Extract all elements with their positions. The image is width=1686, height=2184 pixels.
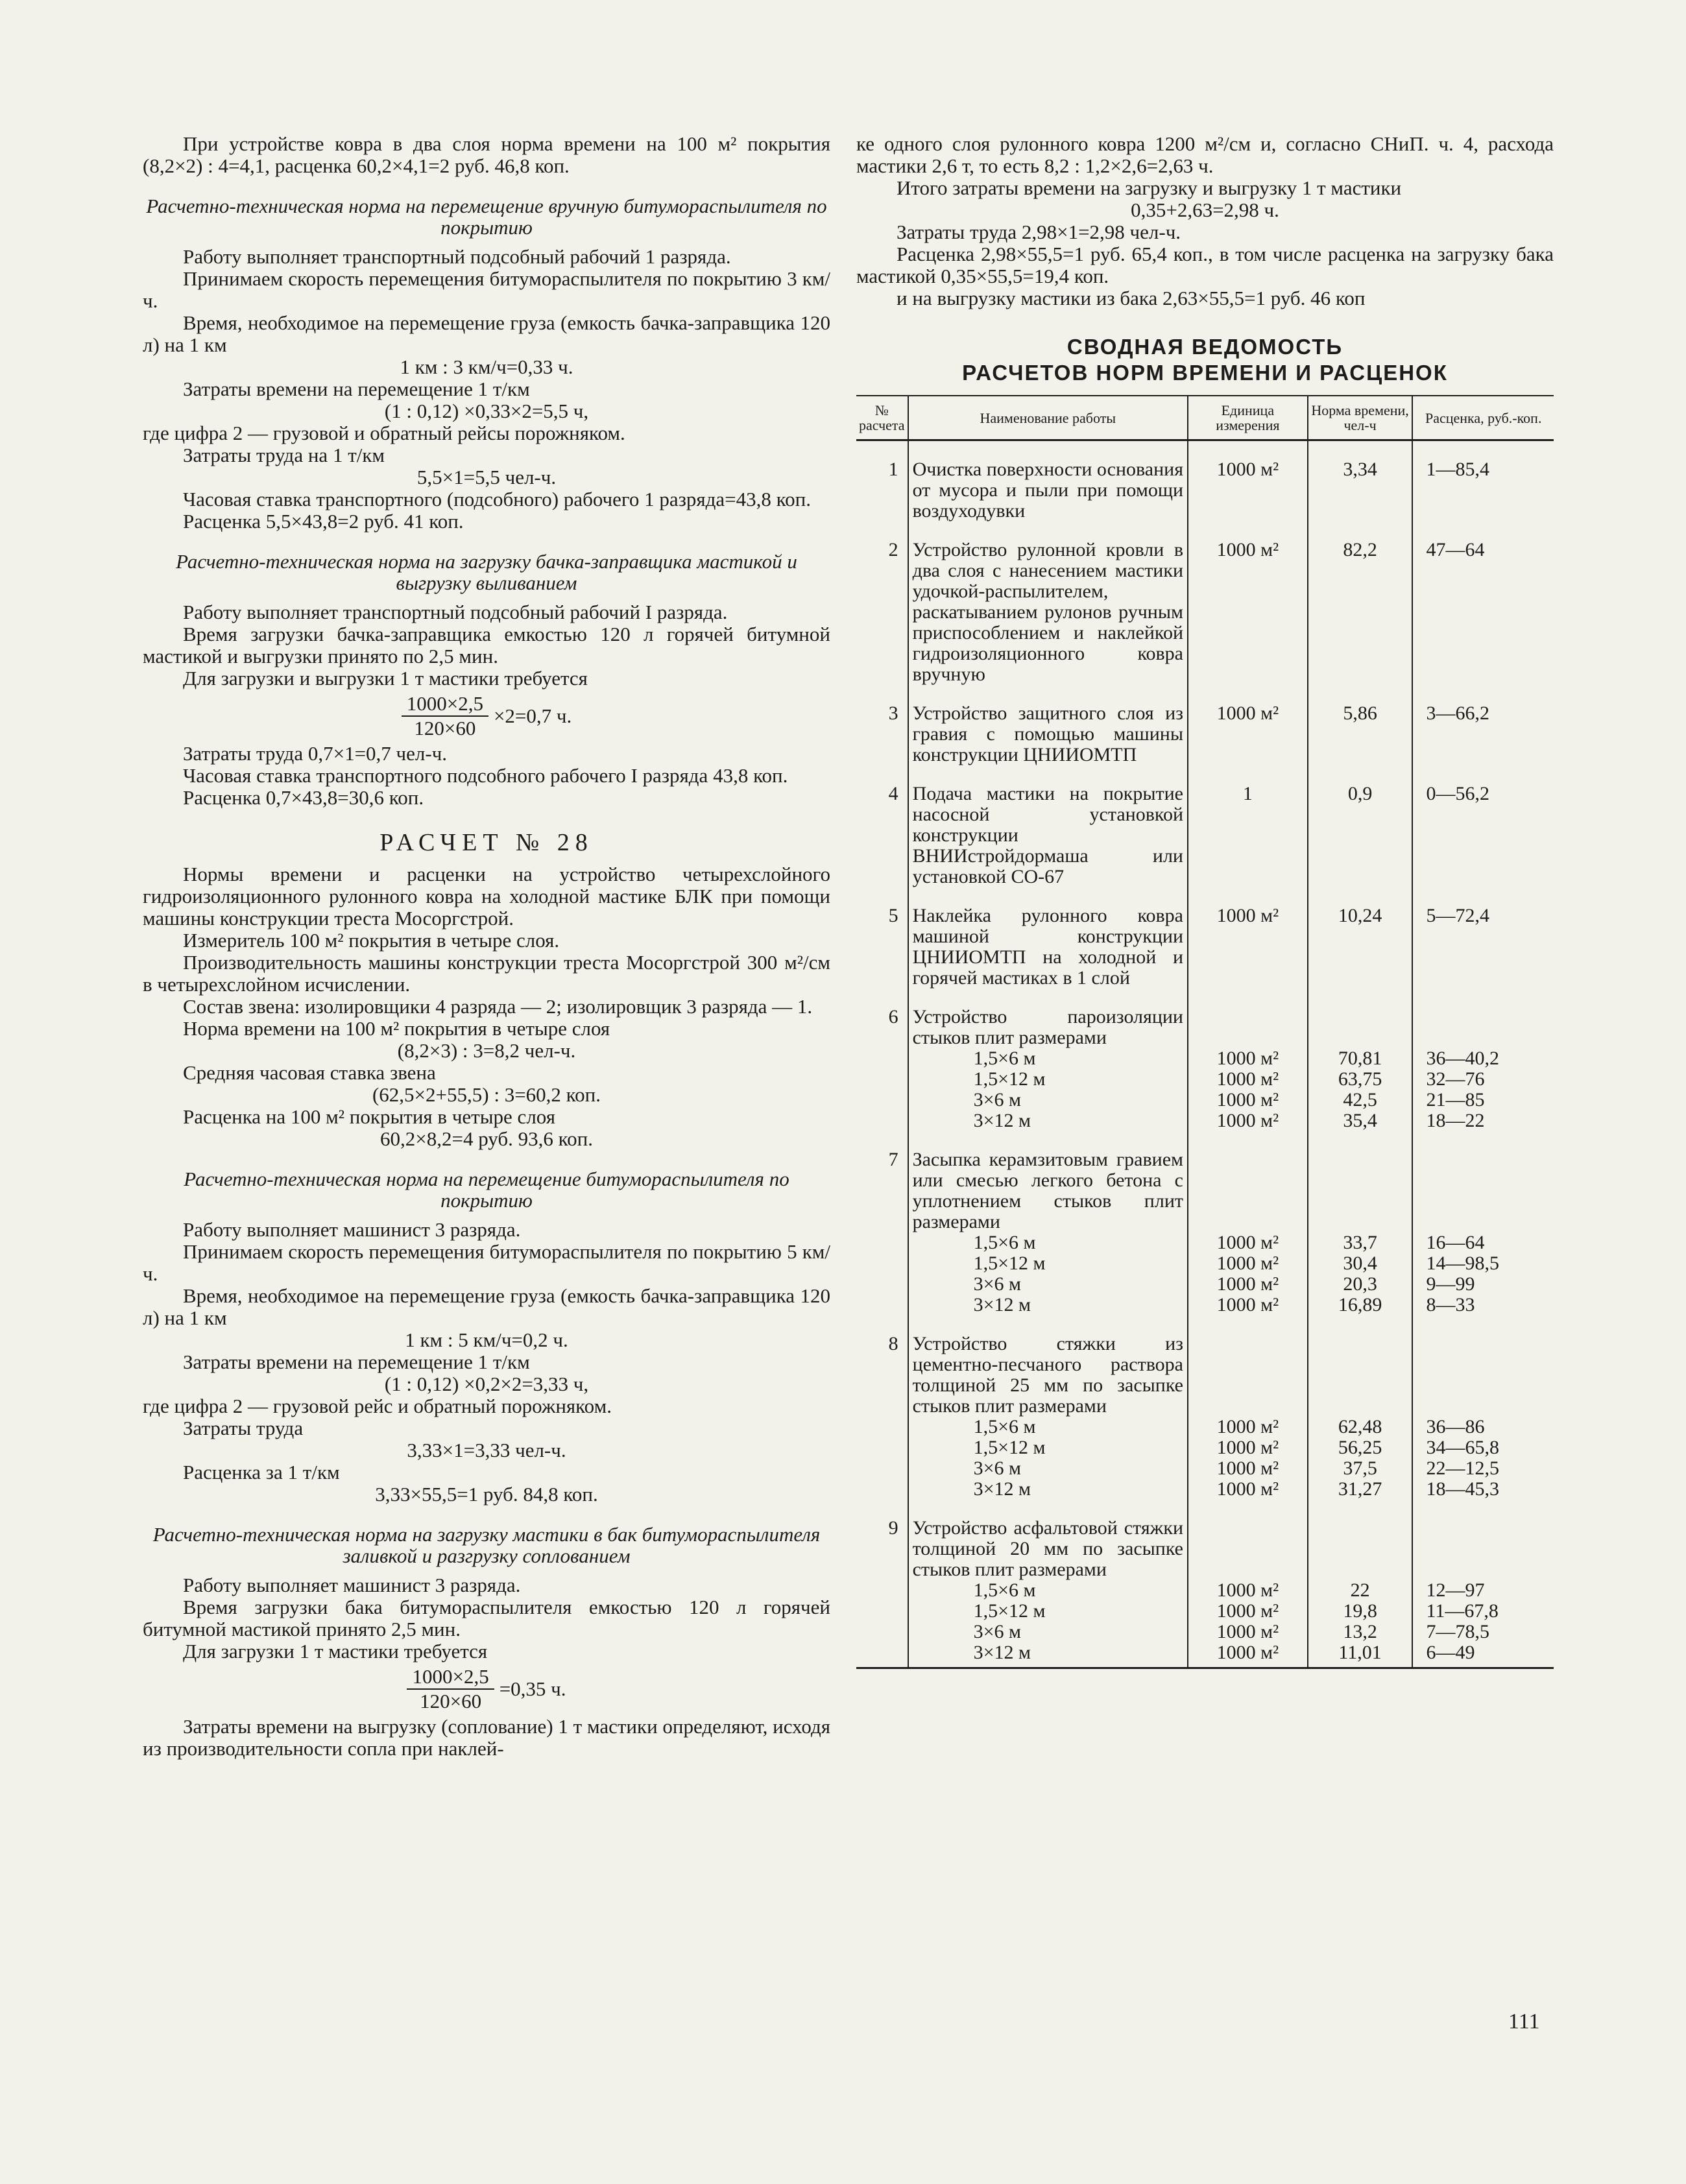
row-size: 1,5×12 м bbox=[908, 1437, 1188, 1458]
paragraph: Работу выполняет транспортный подсобный рабочий 1 разряда. bbox=[183, 245, 731, 268]
formula-line: (62,5×2+55,5) : 3=60,2 коп. bbox=[372, 1083, 601, 1106]
row-name: Подача мастики на покрытие насосной установкой конструкции ВНИИстройдормаша или установкой СО-67 bbox=[908, 765, 1188, 887]
row-price: 0—56,2 bbox=[1426, 783, 1489, 804]
row-unit: 1 bbox=[1188, 765, 1308, 887]
row-unit: 1000 м² bbox=[1188, 1642, 1308, 1668]
row-price: 32—76 bbox=[1426, 1068, 1485, 1090]
row-unit: 1000 м² bbox=[1188, 1048, 1308, 1069]
table-subrow bbox=[856, 1274, 1554, 1295]
fraction bbox=[407, 1665, 494, 1713]
row-unit: 1000 м² bbox=[1188, 1458, 1308, 1479]
row-norm: 20,3 bbox=[1308, 1274, 1413, 1295]
row-price: 1—85,4 bbox=[1426, 459, 1489, 480]
row-unit: 1000 м² bbox=[1188, 1069, 1308, 1090]
table-subrow bbox=[856, 1458, 1554, 1479]
row-number: 5 bbox=[856, 887, 908, 989]
row-unit bbox=[1188, 1500, 1308, 1580]
row-size: 3×12 м bbox=[908, 1642, 1188, 1668]
row-number: 6 bbox=[856, 989, 908, 1048]
header-norm: Норма времени, чел-ч bbox=[1308, 396, 1413, 440]
table-row bbox=[856, 1500, 1554, 1580]
header-name: Наименование работы bbox=[908, 396, 1188, 440]
paragraph: Время загрузки бачка-заправщика емкостью 120 л горячей битумной мастикой и выгрузки принято по 2,5 мин. bbox=[143, 623, 830, 667]
table-subrow bbox=[856, 1622, 1554, 1642]
fraction-formula bbox=[143, 1665, 830, 1713]
row-number bbox=[856, 1090, 908, 1110]
row-unit: 1000 м² bbox=[1188, 1110, 1308, 1131]
row-number bbox=[856, 1642, 908, 1668]
row-norm: 22 bbox=[1308, 1580, 1413, 1601]
table-subrow bbox=[856, 1048, 1554, 1069]
row-norm: 33,7 bbox=[1308, 1232, 1413, 1253]
summary-title bbox=[856, 334, 1554, 386]
left-column bbox=[143, 133, 830, 1760]
table-subrow bbox=[856, 1437, 1554, 1458]
row-unit: 1000 м² bbox=[1188, 1437, 1308, 1458]
formula-line: (1 : 0,12) ×0,33×2=5,5 ч, bbox=[384, 400, 589, 422]
section-title: Расчетно-техническая норма на загрузку мастики в бак битумораспылителя заливкой и разгрузку сопловaнием bbox=[152, 1523, 821, 1567]
row-number bbox=[856, 1295, 908, 1315]
row-unit: 1000 м² bbox=[1188, 685, 1308, 765]
table-subrow bbox=[856, 1110, 1554, 1131]
table-subrow bbox=[856, 1601, 1554, 1622]
row-name: Устройство асфальтовой стяжки толщиной 20 мм по засыпке стыков плит размерами bbox=[908, 1500, 1188, 1580]
section-title: Расчетно-техническая норма на загрузку бачка-заправщика мастикой и выгрузку выливанием bbox=[176, 550, 797, 594]
paragraph: Нормы времени и расценки на устройство четырехслойного гидроизоляционного рулонного ковра на холодной мастике БЛК при помощи машины конструкции треста Мосоргстрой. bbox=[143, 863, 830, 930]
paragraph: Затраты времени на перемещение 1 т/км bbox=[183, 1350, 530, 1373]
paragraph: и на выгрузку мастики из бака 2,63×55,5=1 руб. 46 коп bbox=[897, 287, 1366, 309]
row-price: 16—64 bbox=[1426, 1232, 1485, 1253]
row-price: 11—67,8 bbox=[1426, 1600, 1499, 1622]
paragraph: Работу выполняет машинист 3 разряда. bbox=[183, 1218, 521, 1241]
row-unit: 1000 м² bbox=[1188, 1580, 1308, 1601]
row-price: 3—66,2 bbox=[1426, 702, 1489, 724]
row-size: 1,5×12 м bbox=[908, 1069, 1188, 1090]
paragraph: Затраты труда bbox=[183, 1417, 304, 1439]
denominator: 120×60 bbox=[414, 717, 476, 739]
row-price: 9—99 bbox=[1426, 1273, 1475, 1295]
row-unit: 1000 м² bbox=[1188, 1479, 1308, 1500]
paragraph: Норма времени на 100 м² покрытия в четыре слоя bbox=[183, 1017, 610, 1040]
row-norm: 31,27 bbox=[1308, 1479, 1413, 1500]
table-header-row bbox=[856, 396, 1554, 440]
table-subrow bbox=[856, 1253, 1554, 1274]
row-norm: 5,86 bbox=[1308, 685, 1413, 765]
row-size: 1,5×6 м bbox=[908, 1580, 1188, 1601]
row-norm: 10,24 bbox=[1308, 887, 1413, 989]
row-size: 3×6 м bbox=[908, 1458, 1188, 1479]
paragraph: Расценка за 1 т/км bbox=[183, 1461, 340, 1483]
row-size: 1,5×12 м bbox=[908, 1601, 1188, 1622]
table-row bbox=[856, 522, 1554, 685]
paragraph: Для загрузки 1 т мастики требуется bbox=[183, 1640, 488, 1662]
table-row bbox=[856, 685, 1554, 765]
paragraph: Часовая ставка транспортного (подсобного) рабочего 1 разряда=43,8 коп. bbox=[183, 488, 811, 510]
row-price bbox=[1412, 1131, 1554, 1232]
paragraph: Время, необходимое на перемещение груза (емкость бачка-заправщика 120 л) на 1 км bbox=[143, 311, 830, 356]
paragraph: Измеритель 100 м² покрытия в четыре слоя. bbox=[183, 929, 560, 952]
table-row bbox=[856, 765, 1554, 887]
page-number: 111 bbox=[1508, 2010, 1540, 2034]
numerator: 1000×2,5 bbox=[407, 1665, 494, 1690]
row-norm: 42,5 bbox=[1308, 1090, 1413, 1110]
row-number bbox=[856, 1601, 908, 1622]
paragraph: Расценка 5,5×43,8=2 руб. 41 коп. bbox=[183, 510, 464, 533]
row-price: 14—98,5 bbox=[1426, 1253, 1499, 1274]
row-unit bbox=[1188, 1315, 1308, 1417]
row-number bbox=[856, 1274, 908, 1295]
table-row bbox=[856, 1315, 1554, 1417]
row-number bbox=[856, 1048, 908, 1069]
row-price: 34—65,8 bbox=[1426, 1437, 1499, 1458]
row-unit: 1000 м² bbox=[1188, 522, 1308, 685]
formula-line: 1 км : 5 км/ч=0,2 ч. bbox=[405, 1328, 568, 1351]
row-norm: 19,8 bbox=[1308, 1601, 1413, 1622]
table-subrow bbox=[856, 1479, 1554, 1500]
row-size: 3×12 м bbox=[908, 1295, 1188, 1315]
row-price: 6—49 bbox=[1426, 1642, 1475, 1663]
row-unit: 1000 м² bbox=[1188, 887, 1308, 989]
row-norm: 37,5 bbox=[1308, 1458, 1413, 1479]
row-unit: 1000 м² bbox=[1188, 1274, 1308, 1295]
paragraph: Затраты труда на 1 т/км bbox=[183, 444, 385, 466]
row-price: 7—78,5 bbox=[1426, 1621, 1489, 1642]
row-price: 5—72,4 bbox=[1426, 905, 1489, 926]
paragraph: Для загрузки и выгрузки 1 т мастики требуется bbox=[183, 667, 588, 690]
row-price: 21—85 bbox=[1426, 1089, 1485, 1110]
table-subrow bbox=[856, 1090, 1554, 1110]
row-norm: 16,89 bbox=[1308, 1295, 1413, 1315]
row-price: 18—45,3 bbox=[1426, 1478, 1499, 1500]
row-unit: 1000 м² bbox=[1188, 1090, 1308, 1110]
row-number: 2 bbox=[856, 522, 908, 685]
table-subrow bbox=[856, 1580, 1554, 1601]
formula-result: =0,35 ч. bbox=[499, 1677, 566, 1700]
right-column bbox=[856, 133, 1554, 1669]
row-price: 8—33 bbox=[1426, 1294, 1475, 1315]
paragraph: Расценка 0,7×43,8=30,6 коп. bbox=[183, 786, 424, 809]
row-size: 1,5×6 м bbox=[908, 1048, 1188, 1069]
paragraph: Принимаем скорость перемещения битумораспылителя по покрытию 3 км/ч. bbox=[143, 267, 830, 312]
table-subrow bbox=[856, 1417, 1554, 1437]
formula-line: 60,2×8,2=4 руб. 93,6 коп. bbox=[380, 1127, 593, 1150]
row-norm: 11,01 bbox=[1308, 1642, 1413, 1668]
row-number bbox=[856, 1458, 908, 1479]
formula-line: 3,33×55,5=1 руб. 84,8 коп. bbox=[375, 1483, 598, 1506]
row-price bbox=[1412, 1500, 1554, 1580]
row-size: 3×6 м bbox=[908, 1622, 1188, 1642]
row-unit: 1000 м² bbox=[1188, 1601, 1308, 1622]
row-unit: 1000 м² bbox=[1188, 1295, 1308, 1315]
section-title: Расчетно-техническая норма на перемещение вручную битуморaспылителя по покрытию bbox=[146, 195, 827, 239]
row-norm: 82,2 bbox=[1308, 522, 1413, 685]
row-price: 12—97 bbox=[1426, 1579, 1485, 1601]
formula-line: 1 км : 3 км/ч=0,33 ч. bbox=[400, 355, 573, 378]
paragraph: Затраты времени на перемещение 1 т/км bbox=[183, 378, 530, 400]
row-unit bbox=[1188, 1131, 1308, 1232]
row-unit: 1000 м² bbox=[1188, 1253, 1308, 1274]
paragraph: Состав звена: изолировщики 4 разряда — 2; изолировщик 3 разряда — 1. bbox=[183, 995, 813, 1018]
table-row bbox=[856, 440, 1554, 522]
paragraph: Затраты времени на выгрузку (соплование) 1 т мастики определяют, исходя из производительности сопла при наклей- bbox=[143, 1715, 830, 1760]
row-price: 47—64 bbox=[1426, 539, 1485, 560]
table-row bbox=[856, 1131, 1554, 1232]
row-size: 1,5×6 м bbox=[908, 1232, 1188, 1253]
row-norm: 35,4 bbox=[1308, 1110, 1413, 1131]
paragraph: При устройстве ковра в два слоя норма времени на 100 м² покрытия (8,2×2) : 4=4,1, расценка 60,2×4,1=2 руб. 46,8 коп. bbox=[143, 132, 830, 177]
row-number bbox=[856, 1069, 908, 1090]
paragraph: Время, необходимое на перемещение груза (емкость бачка-заправщика 120 л) на 1 км bbox=[143, 1284, 830, 1329]
row-number: 4 bbox=[856, 765, 908, 887]
row-norm: 0,9 bbox=[1308, 765, 1413, 887]
row-price bbox=[1412, 989, 1554, 1048]
paragraph: Расценка 2,98×55,5=1 руб. 65,4 коп., в том числе расценка на загрузку бака мастикой 0,35×55,5=19,4 коп. bbox=[856, 243, 1554, 287]
fraction-formula bbox=[143, 692, 830, 740]
paragraph: Итого затраты времени на загрузку и выгрузку 1 т мастики bbox=[897, 176, 1402, 199]
row-number bbox=[856, 1417, 908, 1437]
paragraph: где цифра 2 — грузовой рейс и обратный порожняком. bbox=[143, 1395, 612, 1417]
section-title: Расчетно-техническая норма на перемещение битумораспылителя по покрытию bbox=[184, 1168, 789, 1212]
row-number: 8 bbox=[856, 1315, 908, 1417]
denominator: 120×60 bbox=[420, 1690, 482, 1712]
row-name: Устройство стяжки из цементно-песчаного раствора толщиной 25 мм по засыпке стыков плит размерами bbox=[908, 1315, 1188, 1417]
paragraph: Средняя часовая ставка звена bbox=[183, 1061, 436, 1084]
row-price bbox=[1412, 1315, 1554, 1417]
row-number bbox=[856, 1580, 908, 1601]
row-name: Очистка поверхности основания от мусора и пыли при помощи воздуходувки bbox=[908, 440, 1188, 522]
paragraph: где цифра 2 — грузовой и обратный рейсы порожняком. bbox=[143, 422, 625, 444]
formula-result: ×2=0,7 ч. bbox=[493, 704, 572, 727]
row-norm: 62,48 bbox=[1308, 1417, 1413, 1437]
row-norm: 13,2 bbox=[1308, 1622, 1413, 1642]
row-norm: 3,34 bbox=[1308, 440, 1413, 522]
table-body bbox=[856, 440, 1554, 1668]
row-number bbox=[856, 1622, 908, 1642]
row-number: 1 bbox=[856, 440, 908, 522]
row-size: 3×6 м bbox=[908, 1090, 1188, 1110]
row-name: Устройство пароизоляции стыков плит размерами bbox=[908, 989, 1188, 1048]
row-number bbox=[856, 1232, 908, 1253]
row-name: Устройство защитного слоя из гравия с помощью машины конструкции ЦНИИОМТП bbox=[908, 685, 1188, 765]
row-number bbox=[856, 1253, 908, 1274]
fraction bbox=[402, 692, 488, 740]
header-unit: Единица измерения bbox=[1188, 396, 1308, 440]
paragraph: Время загрузки бака битумораспылителя емкостью 120 л горячей битумной мастикой принято 2,5 мин. bbox=[143, 1596, 830, 1640]
row-unit: 1000 м² bbox=[1188, 1417, 1308, 1437]
table-subrow bbox=[856, 1232, 1554, 1253]
numerator: 1000×2,5 bbox=[402, 692, 488, 717]
table-subrow bbox=[856, 1642, 1554, 1668]
row-norm: 30,4 bbox=[1308, 1253, 1413, 1274]
row-number bbox=[856, 1479, 908, 1500]
row-number: 3 bbox=[856, 685, 908, 765]
paragraph: ке одного слоя рулонного ковра 1200 м²/см и, согласно СНиП. ч. 4, расхода мастики 2,6 т, то есть 8,2 : 1,2×2,6=2,63 ч. bbox=[856, 132, 1554, 177]
row-norm: 56,25 bbox=[1308, 1437, 1413, 1458]
row-unit: 1000 м² bbox=[1188, 440, 1308, 522]
row-name: Устройство рулонной кровли в два слоя с нанесением мастики удочкой-распылителем, раскатыванием рулонов ручным приспособлением и наклейкой гидроизоляционного ковра вручную bbox=[908, 522, 1188, 685]
row-size: 1,5×6 м bbox=[908, 1417, 1188, 1437]
paragraph: Производительность машины конструкции треста Мосоргстрой 300 м²/см в четырехслойном исчислении. bbox=[143, 951, 830, 996]
row-price: 18—22 bbox=[1426, 1110, 1485, 1131]
table-subrow bbox=[856, 1069, 1554, 1090]
row-price: 36—40,2 bbox=[1426, 1048, 1499, 1069]
paragraph: Часовая ставка транспортного подсобного рабочего I разряда 43,8 коп. bbox=[183, 764, 788, 787]
row-unit: 1000 м² bbox=[1188, 1622, 1308, 1642]
paragraph: Принимаем скорость перемещения битумораспылителя по покрытию 5 км/ч. bbox=[143, 1240, 830, 1285]
row-unit bbox=[1188, 989, 1308, 1048]
row-norm: 63,75 bbox=[1308, 1069, 1413, 1090]
row-number: 7 bbox=[856, 1131, 908, 1232]
table-row bbox=[856, 887, 1554, 989]
row-number bbox=[856, 1437, 908, 1458]
row-price: 22—12,5 bbox=[1426, 1458, 1499, 1479]
formula-line: 0,35+2,63=2,98 ч. bbox=[1131, 198, 1279, 221]
row-name: Наклейка рулонного ковра машиной конструкции ЦНИИОМТП на холодной и горячей мастиках в 1 слой bbox=[908, 887, 1188, 989]
row-size: 3×6 м bbox=[908, 1274, 1188, 1295]
paragraph: Работу выполняет транспортный подсобный рабочий I разряда. bbox=[183, 601, 728, 623]
formula-line: (8,2×3) : 3=8,2 чел-ч. bbox=[397, 1039, 576, 1062]
row-norm bbox=[1308, 1500, 1413, 1580]
paragraph: Затраты труда 2,98×1=2,98 чел-ч. bbox=[897, 221, 1181, 243]
summary-title-line-2: РАСЧЕТОВ НОРМ ВРЕМЕНИ И РАСЦЕНОК bbox=[962, 361, 1448, 385]
row-name: Засыпка керамзитовым гравием или смесью легкого бетона с уплотнением стыков плит размерами bbox=[908, 1131, 1188, 1232]
header-num: № расчета bbox=[856, 396, 908, 440]
row-norm bbox=[1308, 1315, 1413, 1417]
table-subrow bbox=[856, 1295, 1554, 1315]
formula-line: 3,33×1=3,33 чел-ч. bbox=[407, 1439, 566, 1461]
header-price: Расценка, руб.-коп. bbox=[1412, 396, 1554, 440]
table-row bbox=[856, 989, 1554, 1048]
row-unit: 1000 м² bbox=[1188, 1232, 1308, 1253]
summary-title-line-1: СВОДНАЯ ВЕДОМОСТЬ bbox=[1066, 335, 1343, 359]
row-norm: 70,81 bbox=[1308, 1048, 1413, 1069]
row-size: 3×12 м bbox=[908, 1479, 1188, 1500]
formula-line: 5,5×1=5,5 чел-ч. bbox=[416, 466, 557, 488]
paragraph: Затраты труда 0,7×1=0,7 чел-ч. bbox=[183, 742, 448, 765]
formula-line: (1 : 0,12) ×0,2×2=3,33 ч, bbox=[384, 1373, 589, 1395]
row-number: 9 bbox=[856, 1500, 908, 1580]
calc-heading: РАСЧЕТ № 28 bbox=[379, 829, 594, 856]
row-norm bbox=[1308, 989, 1413, 1048]
row-norm bbox=[1308, 1131, 1413, 1232]
row-price: 36—86 bbox=[1426, 1416, 1485, 1437]
summary-table bbox=[856, 395, 1554, 1669]
row-size: 1,5×12 м bbox=[908, 1253, 1188, 1274]
paragraph: Работу выполняет машинист 3 разряда. bbox=[183, 1574, 521, 1596]
paragraph: Расценка на 100 м² покрытия в четыре слоя bbox=[183, 1105, 555, 1128]
row-size: 3×12 м bbox=[908, 1110, 1188, 1131]
row-number bbox=[856, 1110, 908, 1131]
